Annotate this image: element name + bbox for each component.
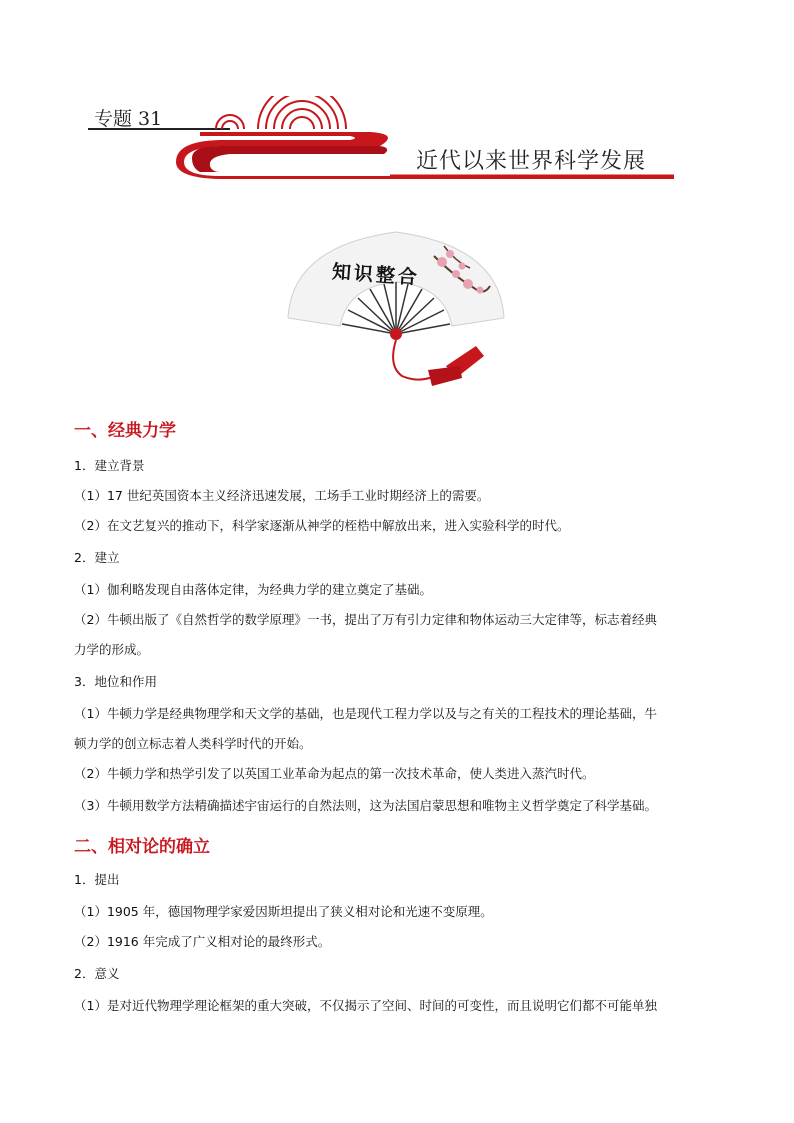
- paragraph-line: （2）在文艺复兴的推动下，科学家逐渐从神学的桎梏中解放出来，进入实验科学的时代。: [74, 518, 570, 533]
- paragraph-line: （1）1905 年，德国物理学家爱因斯坦提出了狭义相对论和光速不变原理。: [74, 904, 493, 919]
- fan-label: 知识整合: [331, 260, 421, 290]
- page-title: 近代以来世界科学发展: [416, 149, 647, 174]
- paragraph-line: （1）是对近代物理学理论框架的重大突破，不仅揭示了空间、时间的可变性，而且说明它们都不可能单独: [74, 998, 657, 1013]
- paragraph-line: （2）牛顿出版了《自然哲学的数学原理》一书，提出了万有引力定律和物体运动三大定律等，标志着经典: [74, 612, 657, 627]
- paragraph-line: 顿力学的创立标志着人类科学时代的开始。: [74, 736, 312, 751]
- topic-label: 专题 31: [94, 108, 163, 130]
- paragraph-line: （1）17 世纪英国资本主义经济迅速发展，工场手工业时期经济上的需要。: [74, 488, 490, 503]
- paragraph-line: 2．意义: [74, 966, 120, 981]
- paragraph-line: 2．建立: [74, 550, 120, 565]
- paragraph-line: 1．建立背景: [74, 458, 145, 473]
- paragraph-line: （2）1916 年完成了广义相对论的最终形式。: [74, 934, 331, 949]
- section-heading-2: 二、相对论的确立: [74, 837, 210, 857]
- header-banner: [80, 96, 680, 186]
- paragraph-line: 3．地位和作用: [74, 674, 157, 689]
- paragraph-line: （1）牛顿力学是经典物理学和天文学的基础，也是现代工程力学以及与之有关的工程技术的理论基础，牛: [74, 706, 657, 721]
- paragraph-line: （3）牛顿用数学方法精确描述宇宙运行的自然法则，这为法国启蒙思想和唯物主义哲学奠定了科学基础。: [74, 798, 657, 813]
- fan-icon: [284, 226, 508, 392]
- paragraph-line: （2）牛顿力学和热学引发了以英国工业革命为起点的第一次技术革命，使人类进入蒸汽时代。: [74, 766, 595, 781]
- paragraph-line: （1）伽利略发现自由落体定律，为经典力学的建立奠定了基础。: [74, 582, 432, 597]
- fan-illustration: [284, 226, 508, 392]
- paragraph-line: 力学的形成。: [74, 642, 150, 657]
- paragraph-line: 1．提出: [74, 872, 120, 887]
- section-2-body: [74, 866, 724, 1022]
- section-1-body: [74, 452, 724, 822]
- section-heading-1: 一、经典力学: [74, 421, 176, 441]
